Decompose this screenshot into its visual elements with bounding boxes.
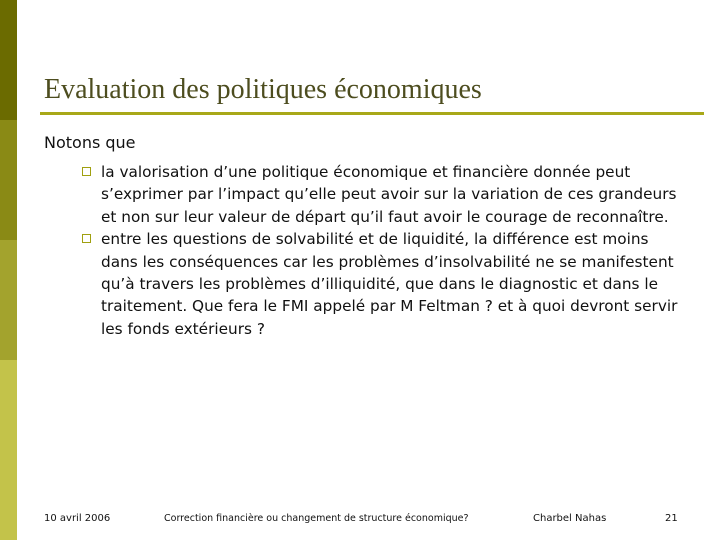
bullet-item-2 [82, 228, 682, 340]
footer-page-number: 21 [665, 513, 678, 524]
bar-segment-2 [0, 120, 17, 240]
bullet-text-1: la valorisation d’une politique économique et financière donnée peut s’exprimer par l’impact qu’elle peut avoir sur la variation de ces grandeurs et non sur leur valeur de départ qu’il faut avoir le courage de reconnaître. [101, 163, 677, 226]
bar-segment-3 [0, 240, 17, 360]
title-underline [40, 112, 704, 115]
footer-title: Correction financière ou changement de structure économique? [164, 513, 469, 524]
footer-date: 10 avril 2006 [44, 513, 111, 524]
square-bullet-icon [82, 167, 91, 176]
bullet-text-2: entre les questions de solvabilité et de liquidité, la différence est moins dans les conséquences car les problèmes d’insolvabilité ne se manifestent qu’à travers les problèmes d’illiquidité, que dans le diagnostic et dans le traitement. Que fera le FMI appelé par M Feltman ? et à quoi devront servir les fonds extérieurs ? [101, 230, 678, 338]
bar-segment-1 [0, 0, 17, 120]
bar-segment-4 [0, 360, 17, 540]
bullet-item-1 [82, 161, 682, 228]
intro-text: Notons que [44, 133, 136, 152]
left-decorative-bar [0, 0, 17, 540]
square-bullet-icon [82, 234, 91, 243]
footer-author: Charbel Nahas [533, 513, 607, 524]
bullet-list [82, 161, 682, 340]
slide-title: Evaluation des politiques économiques [44, 74, 482, 105]
